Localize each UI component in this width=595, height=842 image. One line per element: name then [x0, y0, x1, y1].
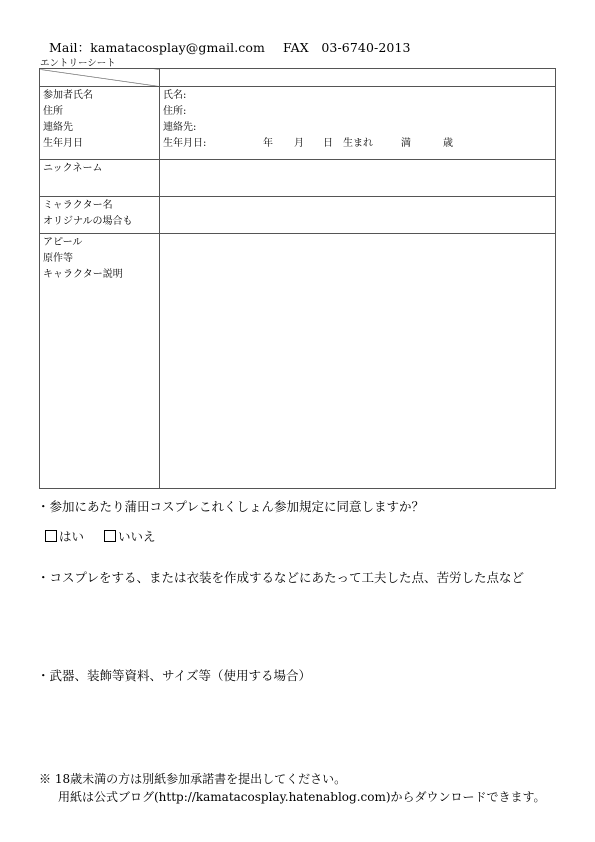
label-original-work: 原作等 [43, 253, 73, 264]
yes-option[interactable] [45, 527, 84, 545]
header-blank-cell [160, 69, 556, 87]
nickname-label-cell [40, 160, 160, 197]
contact-line [49, 38, 411, 56]
props-question: ・武器、装飾等資料、サイズ等（使用する場合） [37, 668, 312, 683]
nickname-input-cell[interactable] [160, 160, 556, 197]
nickname-row [40, 160, 556, 197]
day-unit: 日 [323, 138, 333, 149]
born-label: 生まれ [343, 138, 373, 149]
no-checkbox[interactable] [104, 530, 116, 542]
diagonal-header-cell [40, 69, 160, 87]
label-appeal: アピール [43, 237, 83, 248]
no-option[interactable] [104, 527, 156, 545]
year-unit: 年 [263, 138, 273, 149]
character-input-cell[interactable] [160, 197, 556, 234]
entry-table [39, 68, 556, 489]
agreement-options [45, 527, 176, 545]
name-field[interactable]: 氏名: [163, 90, 187, 101]
label-original-note: オリジナルの場合も [43, 216, 133, 227]
label-birthdate: 生年月日 [43, 138, 83, 149]
character-label-cell [40, 197, 160, 234]
character-row [40, 197, 556, 234]
mail-address: Mail：kamatacosplay@gmail.com [49, 40, 265, 55]
header-row [40, 69, 556, 87]
appeal-row [40, 234, 556, 489]
fax-number: FAX 03-6740-2013 [282, 40, 411, 55]
appeal-input-cell[interactable] [160, 234, 556, 489]
full-age-label: 満 [401, 138, 411, 149]
age-unit: 歳 [443, 138, 453, 149]
label-character-name: ミャラクター名 [43, 200, 113, 211]
dob-label: 生年月日: [163, 138, 207, 149]
minor-notice: ※ 18歳未満の方は別紙参加承諾書を提出してください。 [39, 772, 347, 786]
participant-label-cell [40, 87, 160, 160]
agreement-question: ・参加にあたり蒲田コスプレこれくしょん参加規定に同意しますか？ [37, 499, 425, 514]
appeal-label-cell [40, 234, 160, 489]
participant-row [40, 87, 556, 160]
yes-label: はい [59, 529, 85, 544]
effort-question: ・コスプレをする、または衣装を作成するなどにあたって工夫した点、苦労した点など [37, 570, 525, 585]
participant-input-cell[interactable] [160, 87, 556, 160]
label-nickname: ニックネーム [43, 163, 103, 174]
address-field[interactable]: 住所: [163, 106, 187, 117]
birthdate-field[interactable] [163, 136, 552, 152]
no-label: いいえ [118, 529, 156, 544]
label-participant-name: 参加者氏名 [43, 90, 93, 101]
download-notice: 用紙は公式ブログ(http://kamatacosplay.hatenablog.com)からダウンロードできます。 [58, 790, 546, 804]
label-character-description: キャラクター説明 [43, 269, 123, 280]
month-unit: 月 [294, 138, 304, 149]
yes-checkbox[interactable] [45, 530, 57, 542]
label-address: 住所 [43, 106, 63, 117]
contact-field[interactable]: 連絡先: [163, 122, 197, 133]
sheet-title: エントリーシート [40, 58, 116, 69]
label-contact: 連絡先 [43, 122, 73, 133]
